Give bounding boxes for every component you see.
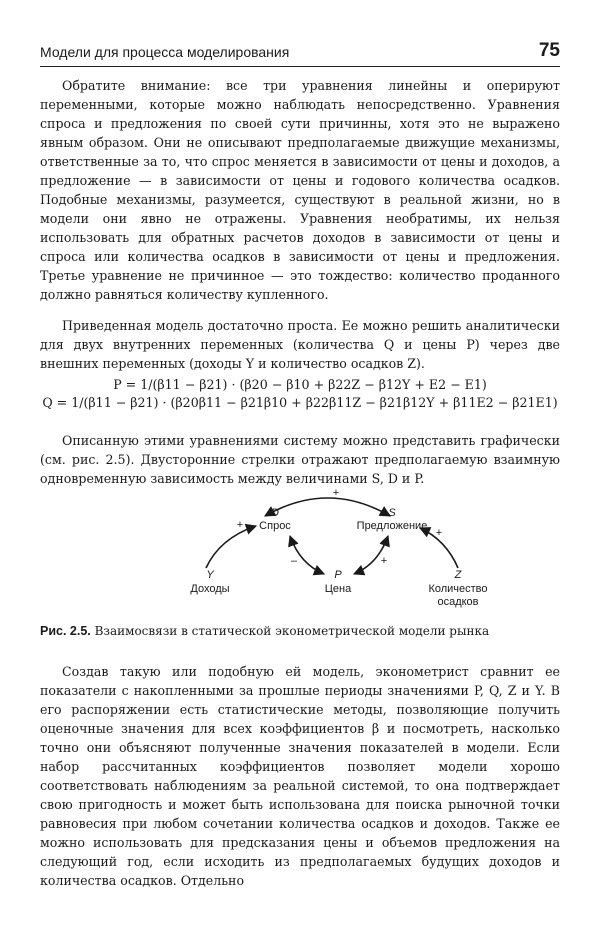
node-income-label: Доходы — [190, 583, 230, 595]
node-rain-var: Z — [454, 569, 462, 581]
book-page — [40, 0, 560, 932]
paragraph-1: Обратите внимание: все три уравнения линейны и оперируют переменными, которые можно наблюдать непосредственно. Уравнения спроса и предложения по своей сути причинны, хотя это не выражено явным образом. Они не описывают предполагаемые движущие механизмы, ответственные за то, что спрос меняется в зависимости от цены и доходов, а предложение — в зависимости от цены и годового количества осадков. Подобные механизмы, разумеется, существуют в реальной жизни, но в модели они явно не отражены. Уравнения необратимы, их нельзя использовать для обратных расчетов доходов в зависимости от цены и спроса или количества осадков в зависимости от цены и предложения. Третье уравнение не причинное — это тождество: количество проданного должно равняться количеству купленного. — [40, 78, 560, 302]
paragraph-3: Описанную этими уравнениями систему можно представить графически (см. рис. 2.5). Двусторонние стрелки отражают предполагаемую взаимную одновременную зависимость между величинами S, D и P. — [40, 433, 560, 486]
sign-demand-supply: + — [332, 487, 340, 499]
node-demand-var: D — [271, 507, 279, 519]
paragraph-4: Создав такую или подобную ей модель, эконометрист сравнит ее показатели с накопленными за прошлые периоды значениями P, Q, Z и Y. В его распоряжении есть статистические методы, позволяющие получить оценочные значения для всех коэффициентов β и посмотреть, насколько точно они объясняют полученные значения показателей в модели. Если набор рассчитанных коэффициентов позволяет модели хорошо соответствовать наблюдениям за реальной системой, то она подтверждает свою пригодность и может быть использована для поиска рыночной точки равновесия при любом сочетании количества осадков и доходов. Также ее можно использовать для предсказания цены и объемов предложения на следующий год, если исходить из предполагаемых будущих доходов и количества осадков. Отдельно — [40, 664, 560, 888]
equation-price: P = 1/(β11 − β21) · (β20 − β10 + β22Z − β12Y + E2 − E1) — [113, 377, 487, 392]
node-supply-label: Предложение — [356, 520, 428, 532]
node-rain-label-line1: Количество — [428, 583, 488, 595]
paragraph-2: Приведенная модель достаточно проста. Ее можно решить аналитически для двух внутренних переменных (количества Q и цены P) через две внешних переменных (доходы Y и количество осадков Z). — [40, 318, 560, 371]
node-demand-label: Спрос — [259, 520, 291, 532]
figure-caption — [40, 624, 560, 638]
sign-supply-price: + — [380, 555, 388, 567]
equation-quantity: Q = 1/(β11 − β21) · (β20β11 − β21β10 + β22β11Z − β21β12Y + β11E2 − β21E1) — [42, 395, 558, 410]
equations — [40, 376, 560, 412]
arrow-income-demand — [206, 526, 256, 568]
diagram-svg — [140, 482, 488, 612]
running-title: Модели для процесса моделирования — [40, 44, 290, 60]
sign-income-demand: + — [236, 519, 244, 531]
node-price-var: P — [334, 569, 342, 581]
node-income-var: Y — [206, 569, 214, 581]
node-supply-var: S — [388, 507, 396, 519]
page-number: 75 — [538, 40, 560, 61]
market-model-diagram — [140, 482, 488, 612]
arrow-demand-supply — [265, 498, 390, 516]
running-header — [40, 40, 560, 67]
node-price-label: Цена — [324, 583, 352, 595]
sign-demand-price: – — [290, 555, 298, 567]
caption-label: Рис. 2.5. — [40, 624, 91, 638]
node-rain-label-line2: осадков — [437, 596, 479, 608]
sign-rain-supply: + — [435, 527, 443, 539]
caption-text: Взаимосвязи в статической эконометрической модели рынка — [94, 624, 490, 638]
